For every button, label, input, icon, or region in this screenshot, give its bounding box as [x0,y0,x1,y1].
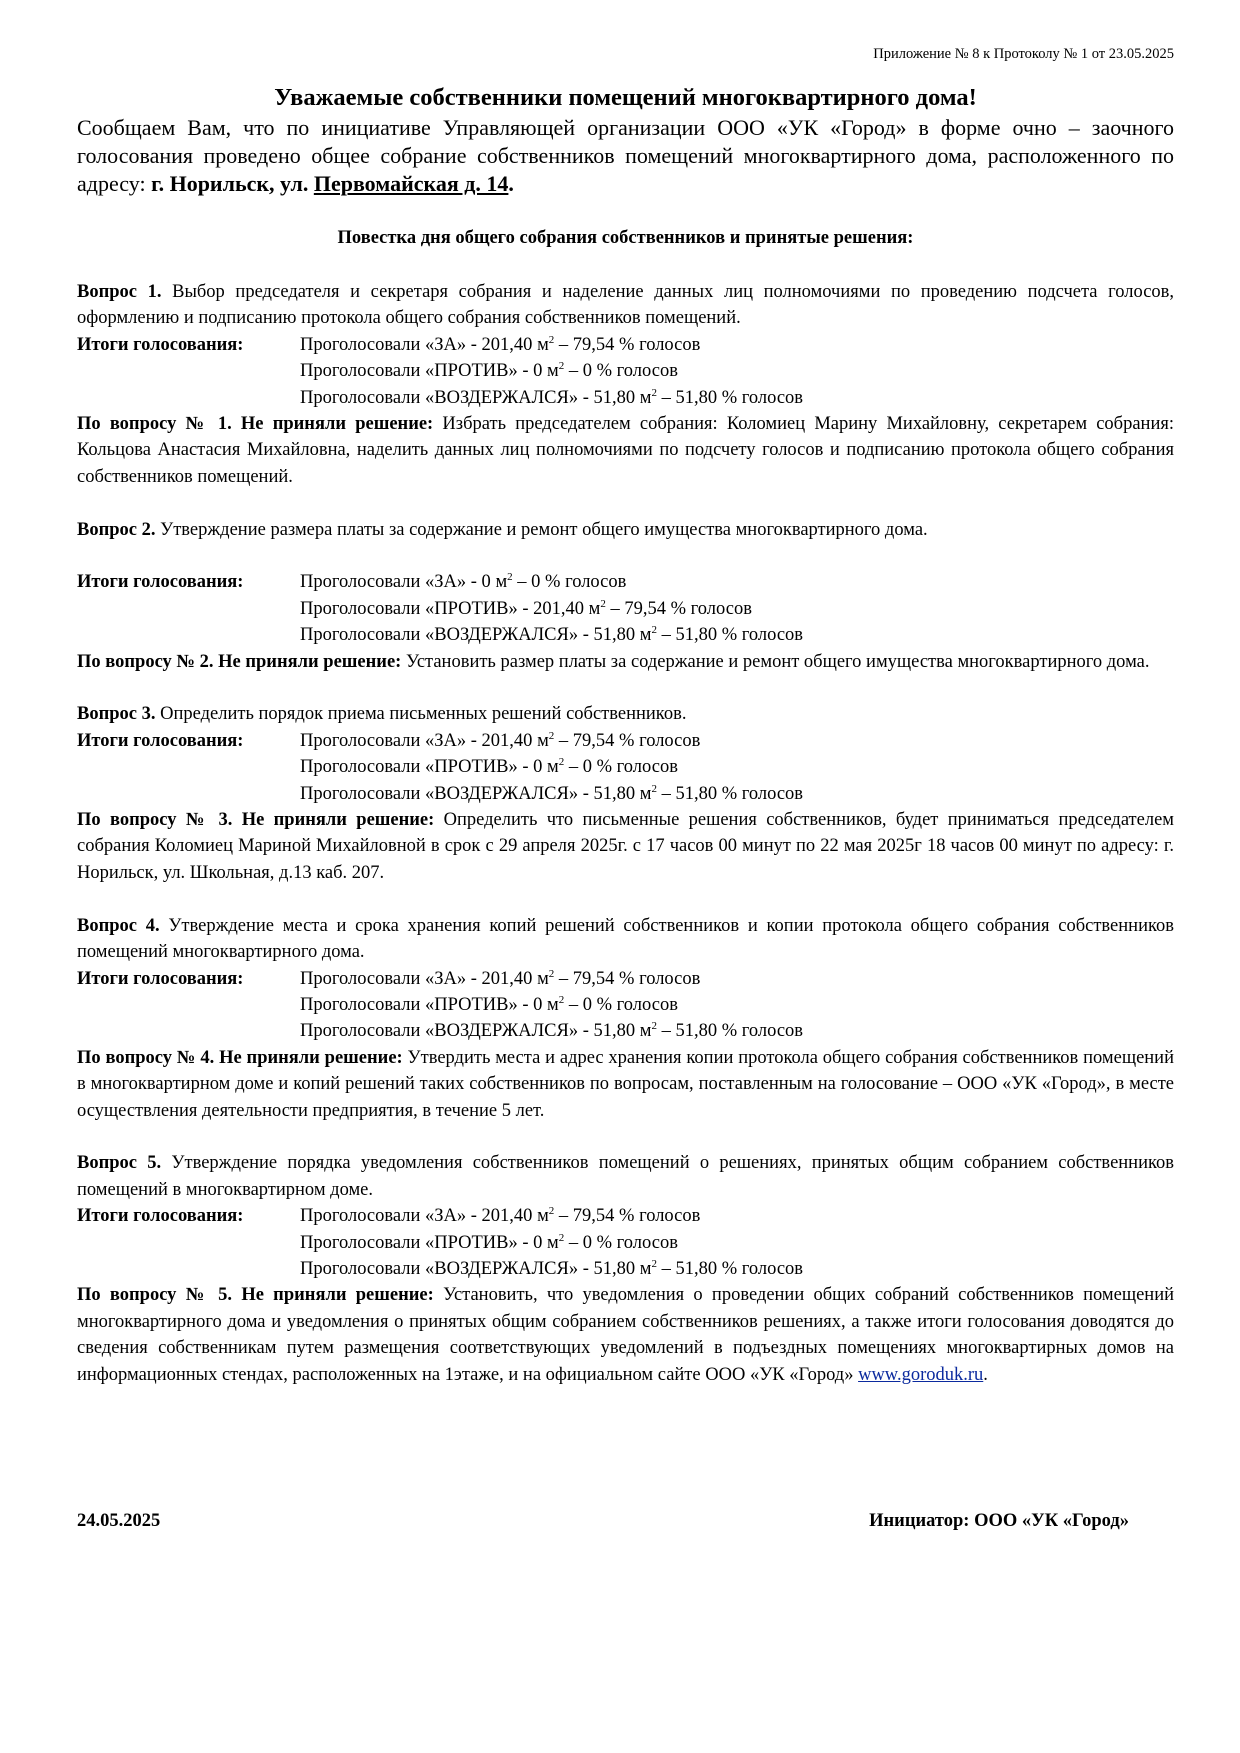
vote-for: Проголосовали «ЗА» - 201,40 $м^2 - 79,54$ % голосов [300,729,701,751]
document-footer [77,1511,1129,1532]
vote-abstain: Проголосовали «ВОЗДЕРЖАЛСЯ» - 51,80 $м^2 - 51,80$ % голосов [300,782,804,804]
decision-1 [77,411,1174,490]
results-label: Итоги голосования: [77,334,244,355]
decision-4 [77,1045,1174,1124]
question-text: Утверждение размера платы за содержание и ремонт общего имущества многоквартирного дома. [160,519,928,540]
results-label: Итоги голосования: [77,572,244,593]
results-label: Итоги голосования: [77,968,244,989]
address-city: г. Норильск, ул. [151,171,309,196]
vote-for: Проголосовали «ЗА» - 0 $м^2 - 0$ % голосов [300,571,627,593]
decision-label: По вопросу № 1. Не приняли решение: [77,414,434,435]
vote-against: Проголосовали «ПРОТИВ» - 0 $м^2 - 0$ % голосов [300,1231,678,1253]
question-text: Утверждение порядка уведомления собственников помещений о решениях, принятых общим собранием собственников помещений в многоквартирном доме. [77,1153,1175,1200]
decision-3 [77,807,1174,886]
vote-for: Проголосовали «ЗА» - 201,40 $м^2 - 79,54$ % голосов [300,1205,701,1227]
question-label: Вопрос 5. [77,1153,162,1174]
website-link[interactable]: www.goroduk.ru [858,1364,984,1385]
question-1 [77,279,1174,332]
vote-abstain: Проголосовали «ВОЗДЕРЖАЛСЯ» - 51,80 $м^2 - 51,80$ % голосов [300,1257,804,1279]
question-3 [77,701,1174,727]
address-end: . [508,171,514,196]
vote-abstain: Проголосовали «ВОЗДЕРЖАЛСЯ» - 51,80 $м^2 - 51,80$ % голосов [300,624,804,646]
vote-abstain: Проголосовали «ВОЗДЕРЖАЛСЯ» - 51,80 $м^2 - 51,80$ % голосов [300,1020,804,1042]
results-label: Итоги голосования: [77,730,244,751]
vote-for: Проголосовали «ЗА» - 201,40 $м^2 - 79,54$ % голосов [300,333,701,355]
appendix-note: Приложение № 8 к Протоколу № 1 от 23.05.2025 [873,46,1174,62]
agenda-title: Повестка дня общего собрания собственников и принятые решения: [337,228,914,248]
vote-results-5 [77,1203,1174,1282]
vote-abstain: Проголосовали «ВОЗДЕРЖАЛСЯ» - 51,80 $м^2 - 51,80$ % голосов [300,386,804,408]
decision-label: По вопросу № 4. Не приняли решение: [77,1047,403,1068]
vote-against: Проголосовали «ПРОТИВ» - 0 $м^2 - 0$ % голосов [300,756,678,778]
question-text: Утверждение места и срока хранения копий решений собственников и копии протокола общего собрания собственников помещений многоквартирного дома. [77,915,1174,963]
decision-label: По вопросу № 3. Не приняли решение: [77,810,435,831]
decision-label: По вопросу № 2. Не приняли решение: [77,651,402,672]
vote-against: Проголосовали «ПРОТИВ» - 201,40 $м^2 - 79,54$ % голосов [300,597,752,619]
vote-against: Проголосовали «ПРОТИВ» - 0 $м^2 - 0$ % голосов [300,993,678,1015]
footer-initiator: Инициатор: ООО «УК «Город» [869,1511,1129,1531]
vote-for: Проголосовали «ЗА» - 201,40 $м^2 - 79,54$ % голосов [300,967,701,989]
results-label: Итоги голосования: [77,1206,244,1227]
questions-body [77,279,1174,1388]
vote-results-4 [77,966,1174,1045]
address-street: Первомайская д. 14 [313,171,509,196]
question-label: Вопрос 1. [77,282,162,302]
decision-text: Избрать председателем собрания: Коломиец Марину Михайловну, секретарем собрания: Кольцова Анастасия Михайловна, наделить данных лиц полномочиями по подсчету голосов и подписанию протокола общего собрания собственников помещений. [77,414,1175,487]
question-label: Вопрос 4. [77,915,160,936]
decision-text: Определить что письменные решения собственников, будет приниматься председателем собрания Коломиец Мариной Михайловной в срок с 29 апреля 2025г. с 17 часов 00 минут по 22 мая 2025г 18 часов 00 минут по адресу: г. Норильск, ул. Школьная, д.13 каб. 207. [77,810,1174,883]
document-title: Уважаемые собственники помещений многоквартирного дома! [274,84,977,111]
question-text: Выбор председателя и секретаря собрания и наделение данных лиц полномочиями по проведению подсчета голосов, оформлению и подписанию протокола общего собрания собственников помещений. [77,282,1175,329]
decision-text: Утвердить места и адрес хранения копии протокола общего собрания собственников помещений в многоквартирном доме и копий решений таких собственников по вопросам, поставленным на голосование – ООО «УК «Город», в месте осуществления деятельности предприятия, в течение 5 лет. [77,1047,1174,1121]
decision-text: Установить размер платы за содержание и ремонт общего имущества многоквартирного дома. [405,651,1150,672]
decision-5: По вопросу № 5. Не приняли решение: Установить, что уведомления о проведении общих собраний собственников помещений многоквартирного дома и уведомления о принятых общим собранием собственников решениях, а также итоги голосования доводятся до сведения собственникам путем размещения соответствующих уведомлений в подъездных помещениях многоквартирных домов на информационных стендах, расположенных на 1этаже, и на официальном сайте ООО «УК «Город» www.goroduk.ru. [77,1285,1174,1385]
decision-text: Установить, что уведомления о проведении общих собраний собственников помещений многоквартирного дома и уведомления о принятых общим собранием собственников решениях, а также итоги голосования доводятся до сведения собственникам путем размещения соответствующих уведомлений в подъездных помещениях многоквартирных домов на информационных стендах, расположенных на 1этаже, и на официальном сайте ООО «УК «Город» [77,1285,1174,1385]
question-label: Вопрос 2. [77,519,156,540]
vote-against: Проголосовали «ПРОТИВ» - 0 $м^2 - 0$ % голосов [300,360,678,382]
vote-results-3 [77,728,1174,807]
question-2 [77,517,1174,543]
decision-2 [77,649,1174,675]
decision-label: По вопросу № 5. Не приняли решение: [77,1285,434,1306]
question-4 [77,913,1174,966]
intro-paragraph [77,114,1174,198]
question-5 [77,1150,1174,1203]
vote-results-2 [77,569,1174,648]
intro-text: Сообщаем Вам, что по инициативе Управляющей организации ООО «УК «Город» в форме очно – заочного голосования проведено общее собрание собственников помещений многоквартирного дома, расположенного по адресу: [77,115,1174,196]
question-label: Вопрос 3. [77,704,156,725]
vote-results-1 [77,332,1174,411]
footer-date: 24.05.2025 [77,1511,161,1531]
question-text: Определить порядок приема письменных решений собственников. [160,704,687,725]
